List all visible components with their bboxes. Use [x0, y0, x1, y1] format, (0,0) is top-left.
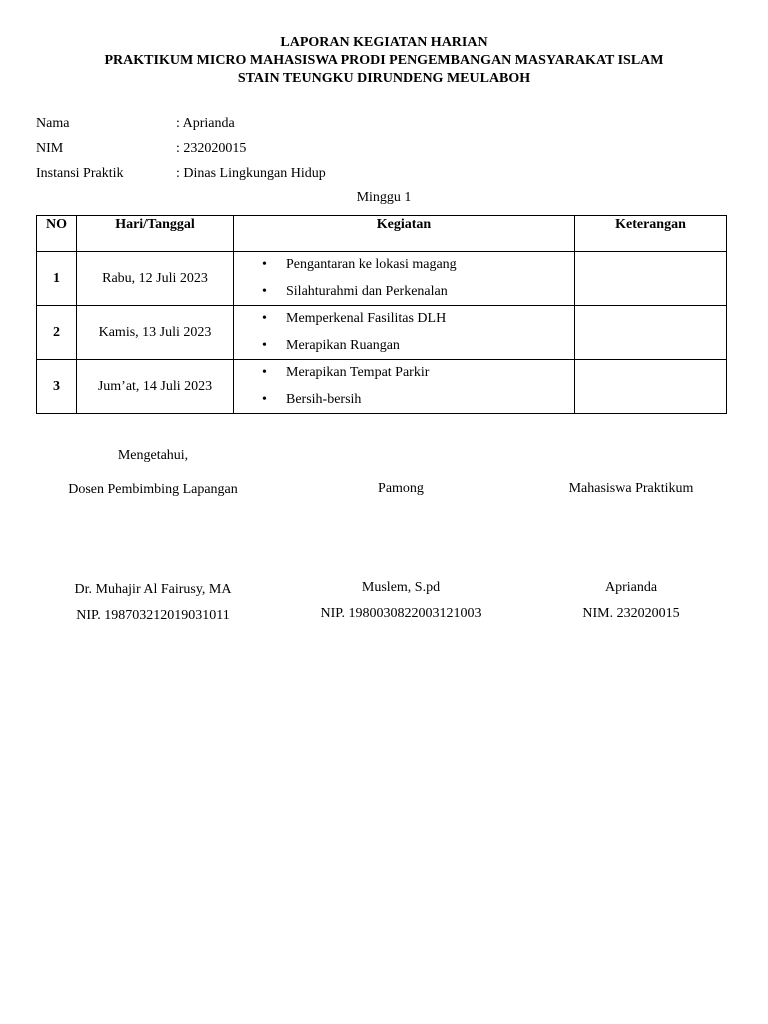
table-header-row	[37, 216, 727, 252]
activity-table	[36, 215, 727, 414]
table-row	[37, 360, 727, 414]
table-row	[37, 252, 727, 306]
table-row	[37, 306, 727, 360]
report-subtitle: PRAKTIKUM MICRO MAHASISWA PRODI PENGEMBANGAN MASYARAKAT ISLAM	[104, 53, 664, 68]
row-activities	[234, 306, 575, 360]
row-note	[575, 306, 727, 360]
row-activities	[234, 360, 575, 414]
identity-row-name	[36, 115, 235, 133]
mentor-name: Muslem, S.pd	[361, 580, 441, 595]
activity-item: • Pengantaran ke lokasi magang	[286, 256, 574, 274]
supervisor-id: NIP. 198703212019031011	[76, 608, 230, 623]
row-date: Rabu, 12 Juli 2023	[77, 252, 234, 306]
row-number: 2	[37, 306, 77, 360]
row-note	[575, 360, 727, 414]
row-activities	[234, 252, 575, 306]
report-title: LAPORAN KEGIATAN HARIAN	[280, 35, 488, 50]
identity-row-nim	[36, 140, 246, 158]
identity-label: NIM	[36, 141, 64, 156]
row-note	[575, 252, 727, 306]
row-number: 3	[37, 360, 77, 414]
activity-item: • Silahturahmi dan Perkenalan	[286, 283, 574, 301]
student-role: Mahasiswa Praktikum	[568, 481, 694, 496]
identity-row-agency	[36, 165, 326, 183]
row-date: Jum’at, 14 Juli 2023	[77, 360, 234, 414]
student-id: NIM. 232020015	[582, 606, 680, 621]
column-header-no: NO	[37, 216, 77, 252]
row-number: 1	[37, 252, 77, 306]
supervisor-name: Dr. Muhajir Al Fairusy, MA	[74, 582, 232, 597]
activity-item: • Merapikan Ruangan	[286, 337, 574, 355]
student-name: Aprianda	[604, 580, 658, 595]
identity-value: : Aprianda	[176, 116, 235, 131]
activity-item: • Bersih-bersih	[286, 391, 574, 409]
column-header-note: Keterangan	[575, 216, 727, 252]
column-header-activity: Kegiatan	[234, 216, 575, 252]
identity-value: : Dinas Lingkungan Hidup	[176, 166, 326, 181]
column-header-date: Hari/Tanggal	[77, 216, 234, 252]
row-date: Kamis, 13 Juli 2023	[77, 306, 234, 360]
week-label: Minggu 1	[356, 190, 412, 205]
identity-label: Nama	[36, 116, 70, 131]
identity-label: Instansi Praktik	[36, 166, 124, 181]
supervisor-role: Dosen Pembimbing Lapangan	[68, 482, 238, 497]
mentor-id: NIP. 1980030822003121003	[320, 606, 482, 621]
acknowledged-label: Mengetahui,	[117, 448, 189, 463]
identity-value: : 232020015	[176, 141, 247, 156]
activity-item: • Memperkenal Fasilitas DLH	[286, 310, 574, 328]
mentor-role: Pamong	[378, 481, 424, 496]
institution-name: STAIN TEUNGKU DIRUNDENG MEULABOH	[237, 71, 531, 86]
activity-item: • Merapikan Tempat Parkir	[286, 364, 574, 382]
